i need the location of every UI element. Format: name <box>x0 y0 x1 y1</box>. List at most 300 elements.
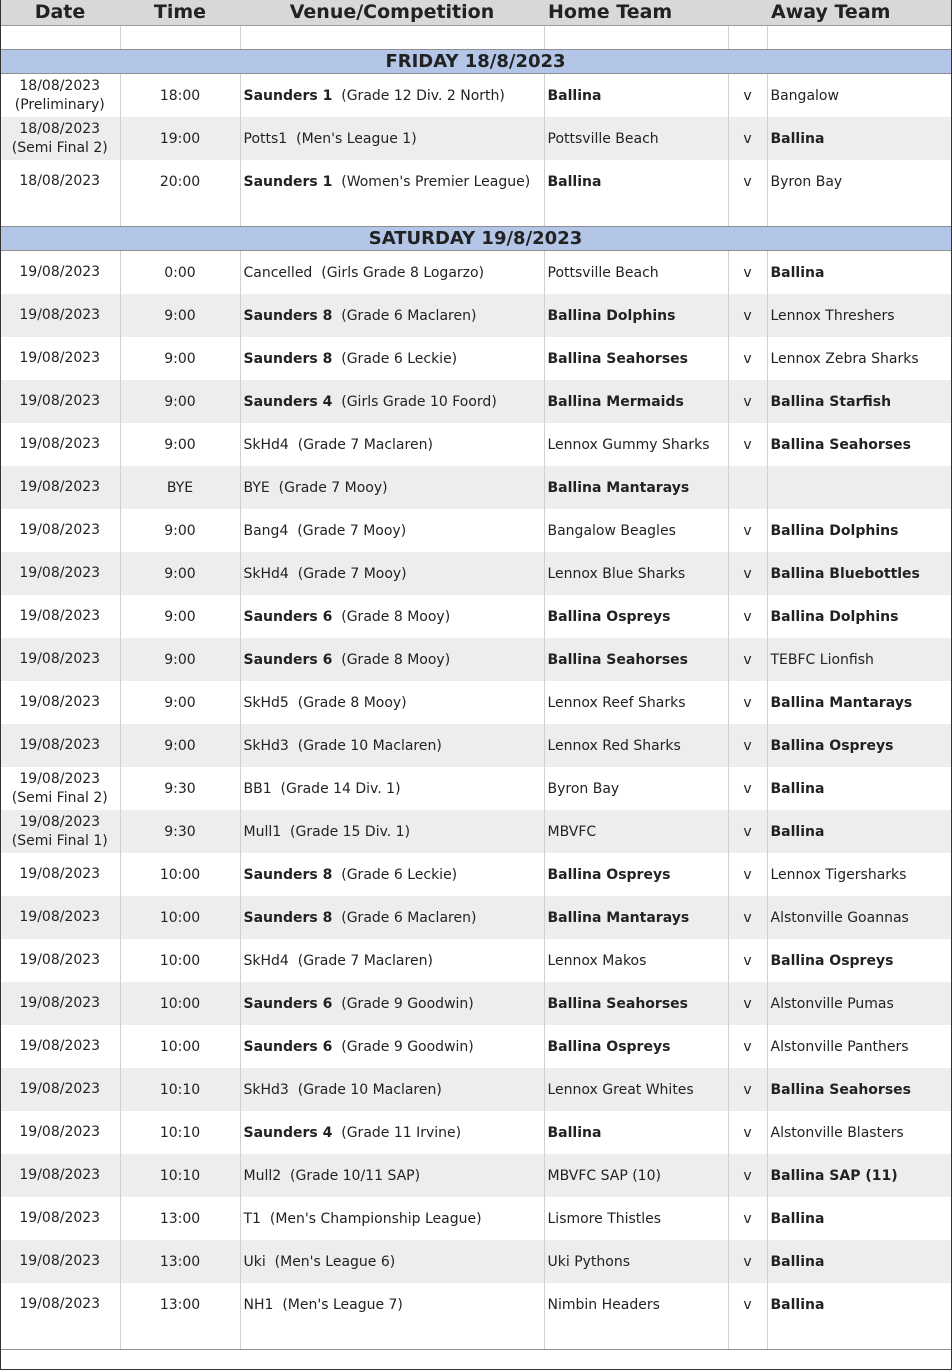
competition-name: (Men's League 6) <box>274 1253 396 1270</box>
ground-name: Saunders 1 <box>243 87 333 104</box>
ground-name: Cancelled <box>243 264 313 281</box>
time-cell: 10:00 <box>120 1025 240 1068</box>
time-cell: 10:00 <box>120 982 240 1025</box>
fixture-row <box>0 251 951 295</box>
date-cell <box>0 74 120 118</box>
versus-mark: v <box>728 810 767 853</box>
venue-cell <box>240 1154 544 1197</box>
venue-cell <box>240 251 544 295</box>
time-cell: 9:00 <box>120 595 240 638</box>
time-cell: 9:00 <box>120 724 240 767</box>
away-team: Ballina Starfish <box>767 380 951 423</box>
home-team: Lennox Great Whites <box>544 1068 728 1111</box>
empty-cell <box>728 203 767 227</box>
venue-cell <box>240 380 544 423</box>
fixture-row <box>0 681 951 724</box>
date-value: 19/08/2023 <box>19 436 101 452</box>
date-value: 19/08/2023 <box>19 608 101 624</box>
competition-name: (Grade 9 Goodwin) <box>341 995 474 1012</box>
versus-mark: v <box>728 767 767 810</box>
home-team: Ballina Ospreys <box>544 1025 728 1068</box>
time-cell: 19:00 <box>120 117 240 160</box>
away-team: Lennox Threshers <box>767 294 951 337</box>
time-cell: 9:00 <box>120 380 240 423</box>
time-cell: 0:00 <box>120 251 240 295</box>
versus-mark: v <box>728 1068 767 1111</box>
date-value: 19/08/2023 <box>19 522 101 538</box>
empty-cell <box>120 26 240 50</box>
home-team: Ballina Seahorses <box>544 638 728 681</box>
ground-name: SkHd4 <box>243 565 289 582</box>
date-cell <box>0 1154 120 1197</box>
day-header-row <box>0 227 951 251</box>
date-value: 19/08/2023 <box>19 264 101 280</box>
versus-mark: v <box>728 595 767 638</box>
away-team: Ballina Dolphins <box>770 522 899 539</box>
competition-name: (Grade 11 Irvine) <box>341 1124 462 1141</box>
home-team: MBVFC <box>544 810 728 853</box>
competition-name: (Grade 6 Maclaren) <box>341 307 477 324</box>
home-team: Ballina Dolphins <box>544 294 728 337</box>
time-cell: 10:10 <box>120 1154 240 1197</box>
versus-mark: v <box>728 1025 767 1068</box>
away-team: Ballina Dolphins <box>770 608 899 625</box>
venue-cell <box>240 896 544 939</box>
competition-name: (Grade 6 Maclaren) <box>341 909 477 926</box>
home-team: Lennox Gummy Sharks <box>544 423 728 466</box>
ground-name: Saunders 4 <box>243 393 333 410</box>
empty-cell <box>0 203 120 227</box>
fixture-row <box>0 466 951 509</box>
time-cell: 10:00 <box>120 896 240 939</box>
fixture-row <box>0 337 951 380</box>
date-value: 19/08/2023 <box>19 737 101 753</box>
ground-name: SkHd5 <box>243 694 289 711</box>
col-header-time: Time <box>120 0 240 26</box>
venue-cell <box>240 638 544 681</box>
date-cell <box>0 681 120 724</box>
empty-cell <box>728 26 767 50</box>
ground-name: Saunders 1 <box>243 173 333 190</box>
date-note: (Semi Final 2) <box>11 139 108 156</box>
competition-name: (Grade 10/11 SAP) <box>290 1167 421 1184</box>
fixture-row <box>0 1154 951 1197</box>
competition-name: (Grade 7 Mooy) <box>278 479 388 496</box>
venue-cell <box>240 117 544 160</box>
venue-cell <box>240 294 544 337</box>
fixture-row <box>0 595 951 638</box>
ground-name: T1 <box>243 1210 261 1227</box>
venue-cell <box>240 509 544 552</box>
empty-cell <box>120 1326 240 1350</box>
away-team: Ballina Ospreys <box>770 952 894 969</box>
date-cell <box>0 767 120 810</box>
competition-name: (Men's League 7) <box>282 1296 403 1313</box>
home-team: Ballina <box>544 160 728 203</box>
away-team: Alstonville Panthers <box>770 1038 909 1055</box>
home-team: Lennox Blue Sharks <box>544 552 728 595</box>
date-cell <box>0 1240 120 1283</box>
time-cell: 9:30 <box>120 810 240 853</box>
ground-name: Saunders 6 <box>243 995 333 1012</box>
home-team: Pottsville Beach <box>544 251 728 295</box>
away-team: Ballina <box>770 1296 825 1313</box>
date-note: (Preliminary) <box>14 96 105 113</box>
venue-cell <box>240 767 544 810</box>
home-team: MBVFC SAP (10) <box>544 1154 728 1197</box>
competition-name: (Grade 9 Goodwin) <box>341 1038 474 1055</box>
ground-name: Saunders 4 <box>243 1124 333 1141</box>
time-cell: 10:00 <box>120 939 240 982</box>
venue-cell <box>240 1283 544 1326</box>
time-cell: 13:00 <box>120 1240 240 1283</box>
date-value: 19/08/2023 <box>19 1081 101 1097</box>
date-note: (Semi Final 2) <box>11 789 108 806</box>
fixture-row <box>0 1068 951 1111</box>
col-header-home: Home Team <box>544 0 728 26</box>
date-cell <box>0 1068 120 1111</box>
date-value: 18/08/2023 <box>19 120 101 137</box>
date-value: 19/08/2023 <box>19 694 101 710</box>
competition-name: (Grade 15 Div. 1) <box>290 823 411 840</box>
col-header-away: Away Team <box>767 0 951 26</box>
fixture-row <box>0 117 951 160</box>
empty-cell <box>767 203 951 227</box>
venue-cell <box>240 681 544 724</box>
versus-mark: v <box>728 896 767 939</box>
fixture-row <box>0 982 951 1025</box>
ground-name: Saunders 6 <box>243 1038 333 1055</box>
time-cell: BYE <box>120 466 240 509</box>
venue-cell <box>240 853 544 896</box>
date-cell <box>0 509 120 552</box>
venue-cell <box>240 74 544 118</box>
date-value: 19/08/2023 <box>19 770 101 787</box>
day-title: SATURDAY 19/8/2023 <box>0 227 951 251</box>
date-value: 18/08/2023 <box>19 77 101 94</box>
time-cell: 9:00 <box>120 552 240 595</box>
date-cell <box>0 337 120 380</box>
versus-mark: v <box>728 160 767 203</box>
away-team: Lennox Tigersharks <box>770 866 907 883</box>
date-cell <box>0 160 120 203</box>
versus-mark: v <box>728 1197 767 1240</box>
versus-mark: v <box>728 638 767 681</box>
date-value: 19/08/2023 <box>19 909 101 925</box>
away-team <box>767 466 951 509</box>
home-team: Lennox Makos <box>544 939 728 982</box>
ground-name: Saunders 6 <box>243 651 333 668</box>
empty-cell <box>728 1326 767 1350</box>
venue-cell <box>240 1111 544 1154</box>
date-cell <box>0 466 120 509</box>
ground-name: BB1 <box>243 780 272 797</box>
date-cell <box>0 1025 120 1068</box>
fixtures-body <box>0 26 951 1350</box>
ground-name: Saunders 8 <box>243 307 333 324</box>
competition-name: (Grade 10 Maclaren) <box>297 1081 442 1098</box>
ground-name: BYE <box>243 479 270 496</box>
competition-name: (Grade 10 Maclaren) <box>297 737 442 754</box>
versus-mark: v <box>728 74 767 118</box>
competition-name: (Women's Premier League) <box>341 173 531 190</box>
date-value: 19/08/2023 <box>19 1038 101 1054</box>
date-value: 18/08/2023 <box>19 173 101 189</box>
date-value: 19/08/2023 <box>19 1167 101 1183</box>
time-cell: 13:00 <box>120 1197 240 1240</box>
fixture-row <box>0 1240 951 1283</box>
date-cell <box>0 724 120 767</box>
date-cell <box>0 939 120 982</box>
date-value: 19/08/2023 <box>19 1253 101 1269</box>
away-team: Ballina Bluebottles <box>767 552 951 595</box>
venue-cell <box>240 552 544 595</box>
home-team: Ballina Seahorses <box>544 337 728 380</box>
date-value: 19/08/2023 <box>19 350 101 366</box>
away-team: Alstonville Goannas <box>767 896 951 939</box>
date-cell <box>0 423 120 466</box>
day-title: FRIDAY 18/8/2023 <box>0 50 951 74</box>
empty-cell <box>544 1326 728 1350</box>
date-cell <box>0 982 120 1025</box>
empty-cell <box>120 203 240 227</box>
ground-name: SkHd3 <box>243 737 289 754</box>
col-header-vs <box>728 0 767 26</box>
fixture-row <box>0 896 951 939</box>
time-cell: 9:00 <box>120 423 240 466</box>
away-team: Alstonville Blasters <box>770 1124 904 1141</box>
date-cell <box>0 1111 120 1154</box>
date-cell <box>0 380 120 423</box>
time-cell: 9:00 <box>120 509 240 552</box>
away-team: Ballina Ospreys <box>767 724 951 767</box>
spacer-row <box>0 203 951 227</box>
ground-name: Saunders 8 <box>243 909 333 926</box>
venue-cell <box>240 595 544 638</box>
fixture-row <box>0 509 951 552</box>
away-team: Ballina SAP (11) <box>767 1154 951 1197</box>
empty-cell <box>767 1326 951 1350</box>
date-value: 19/08/2023 <box>19 866 101 882</box>
venue-cell <box>240 160 544 203</box>
competition-name: (Grade 12 Div. 2 North) <box>341 87 505 104</box>
date-cell <box>0 1283 120 1326</box>
date-value: 19/08/2023 <box>19 479 101 495</box>
home-team: Nimbin Headers <box>544 1283 728 1326</box>
versus-mark: v <box>728 294 767 337</box>
ground-name: Saunders 8 <box>243 350 333 367</box>
date-value: 19/08/2023 <box>19 393 101 409</box>
ground-name: NH1 <box>243 1296 274 1313</box>
time-cell: 18:00 <box>120 74 240 118</box>
date-value: 19/08/2023 <box>19 565 101 581</box>
away-team: TEBFC Lionfish <box>767 638 951 681</box>
fixture-row <box>0 767 951 810</box>
venue-cell <box>240 1240 544 1283</box>
venue-cell <box>240 1025 544 1068</box>
home-team: Ballina Ospreys <box>544 595 728 638</box>
versus-mark: v <box>728 681 767 724</box>
date-value: 19/08/2023 <box>19 1210 101 1226</box>
time-cell: 20:00 <box>120 160 240 203</box>
ground-name: SkHd4 <box>243 436 289 453</box>
empty-cell <box>544 203 728 227</box>
ground-name: SkHd4 <box>243 952 289 969</box>
fixture-row <box>0 552 951 595</box>
day-header-row <box>0 50 951 74</box>
away-team: Ballina <box>770 1210 825 1227</box>
away-team: Bangalow <box>770 87 839 104</box>
competition-name: (Grade 7 Maclaren) <box>297 436 433 453</box>
fixture-row <box>0 294 951 337</box>
fixture-row <box>0 939 951 982</box>
empty-cell <box>240 26 544 50</box>
ground-name: Mull2 <box>243 1167 282 1184</box>
fixture-row <box>0 423 951 466</box>
time-cell: 10:10 <box>120 1068 240 1111</box>
home-team: Lennox Reef Sharks <box>544 681 728 724</box>
versus-mark: v <box>728 724 767 767</box>
competition-name: (Girls Grade 10 Foord) <box>341 393 497 410</box>
date-value: 19/08/2023 <box>19 1124 101 1140</box>
venue-cell <box>240 1068 544 1111</box>
home-team: Lennox Red Sharks <box>544 724 728 767</box>
home-team: Ballina <box>544 74 728 118</box>
fixture-row <box>0 1283 951 1326</box>
away-team: Ballina <box>767 1240 951 1283</box>
versus-mark: v <box>728 853 767 896</box>
date-cell <box>0 552 120 595</box>
competition-name: (Grade 14 Div. 1) <box>280 780 401 797</box>
venue-cell <box>240 724 544 767</box>
home-team: Uki Pythons <box>544 1240 728 1283</box>
ground-name: Saunders 8 <box>243 866 333 883</box>
versus-mark: v <box>728 1111 767 1154</box>
time-cell: 10:00 <box>120 853 240 896</box>
date-cell <box>0 638 120 681</box>
venue-cell <box>240 466 544 509</box>
date-value: 19/08/2023 <box>19 651 101 667</box>
competition-name: (Grade 7 Mooy) <box>297 522 407 539</box>
versus-mark: v <box>728 552 767 595</box>
versus-mark: v <box>728 117 767 160</box>
date-cell <box>0 294 120 337</box>
versus-mark: v <box>728 939 767 982</box>
fixture-row <box>0 1197 951 1240</box>
ground-name: Mull1 <box>243 823 282 840</box>
date-cell <box>0 810 120 853</box>
date-value: 19/08/2023 <box>19 813 101 830</box>
home-team: Ballina <box>544 1111 728 1154</box>
venue-cell <box>240 810 544 853</box>
away-team: Ballina <box>767 810 951 853</box>
empty-cell <box>240 1326 544 1350</box>
date-value: 19/08/2023 <box>19 1296 101 1312</box>
competition-name: (Men's League 1) <box>296 130 417 147</box>
fixture-row <box>0 1111 951 1154</box>
empty-cell <box>767 26 951 50</box>
competition-name: (Grade 6 Leckie) <box>341 350 458 367</box>
date-value: 19/08/2023 <box>19 995 101 1011</box>
competition-name: (Grade 8 Mooy) <box>341 651 451 668</box>
versus-mark: v <box>728 509 767 552</box>
spacer-row <box>0 1326 951 1350</box>
date-cell <box>0 896 120 939</box>
versus-mark: v <box>728 251 767 295</box>
home-team: Ballina Mantarays <box>544 896 728 939</box>
away-team: Ballina <box>770 264 825 281</box>
fixture-row <box>0 74 951 118</box>
home-team: Lismore Thistles <box>544 1197 728 1240</box>
date-note: (Semi Final 1) <box>11 832 108 849</box>
fixture-row <box>0 160 951 203</box>
competition-name: (Grade 8 Mooy) <box>297 694 407 711</box>
time-cell: 13:00 <box>120 1283 240 1326</box>
home-team: Ballina Mermaids <box>544 380 728 423</box>
away-team: Lennox Zebra Sharks <box>770 350 919 367</box>
ground-name: SkHd3 <box>243 1081 289 1098</box>
versus-mark: v <box>728 1154 767 1197</box>
fixture-row <box>0 638 951 681</box>
versus-mark: v <box>728 1283 767 1326</box>
date-cell <box>0 251 120 295</box>
away-team: Ballina <box>770 780 825 797</box>
home-team: Ballina Mantarays <box>544 466 728 509</box>
venue-cell <box>240 982 544 1025</box>
versus-mark: v <box>728 982 767 1025</box>
away-team: Alstonville Pumas <box>767 982 951 1025</box>
home-team: Ballina Seahorses <box>544 982 728 1025</box>
date-value: 19/08/2023 <box>19 307 101 323</box>
versus-mark: v <box>728 1240 767 1283</box>
competition-name: (Girls Grade 8 Logarzo) <box>321 264 485 281</box>
competition-name: (Grade 8 Mooy) <box>341 608 451 625</box>
empty-cell <box>544 26 728 50</box>
versus-mark <box>728 466 767 509</box>
fixture-row <box>0 810 951 853</box>
time-cell: 9:30 <box>120 767 240 810</box>
empty-cell <box>0 26 120 50</box>
time-cell: 9:00 <box>120 294 240 337</box>
date-cell <box>0 853 120 896</box>
date-value: 19/08/2023 <box>19 952 101 968</box>
versus-mark: v <box>728 423 767 466</box>
versus-mark: v <box>728 380 767 423</box>
away-team: Ballina Seahorses <box>770 436 911 453</box>
competition-name: (Grade 7 Mooy) <box>297 565 407 582</box>
ground-name: Saunders 6 <box>243 608 333 625</box>
empty-cell <box>240 203 544 227</box>
date-cell <box>0 1197 120 1240</box>
away-team: Ballina Seahorses <box>767 1068 951 1111</box>
home-team: Bangalow Beagles <box>544 509 728 552</box>
ground-name: Uki <box>243 1253 266 1270</box>
ground-name: Potts1 <box>243 130 288 147</box>
venue-cell <box>240 337 544 380</box>
col-header-date: Date <box>0 0 120 26</box>
date-cell <box>0 117 120 160</box>
header-row <box>0 0 951 26</box>
fixture-row <box>0 853 951 896</box>
away-team: Byron Bay <box>770 173 843 190</box>
time-cell: 9:00 <box>120 681 240 724</box>
date-cell <box>0 595 120 638</box>
ground-name: Bang4 <box>243 522 289 539</box>
competition-name: (Grade 7 Maclaren) <box>297 952 433 969</box>
time-cell: 9:00 <box>120 638 240 681</box>
home-team: Ballina Ospreys <box>544 853 728 896</box>
spacer-row <box>0 26 951 50</box>
